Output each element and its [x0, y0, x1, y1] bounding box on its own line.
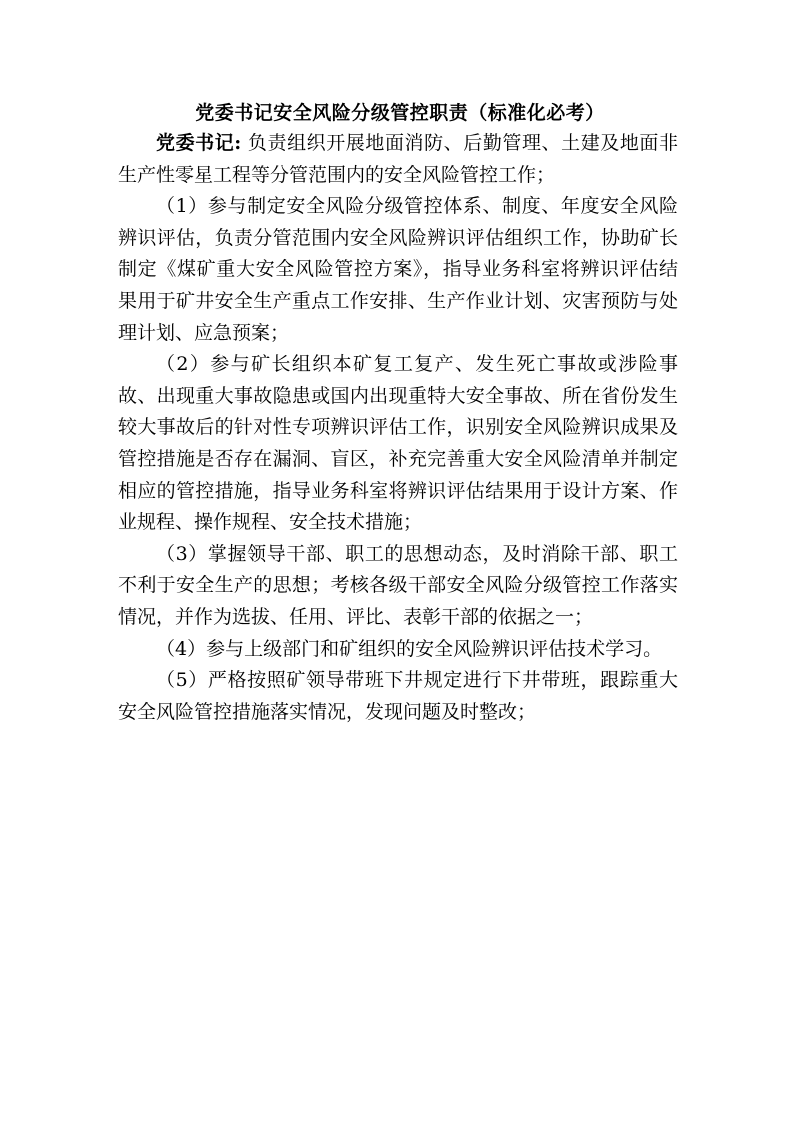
duty-item-3: （3）掌握领导干部、职工的思想动态，及时消除干部、职工不利于安全生产的思想；考核各级干部安全风险分级管控工作落实情况，并作为选拔、任用、评比、表彰干部的依据之一； — [118, 542, 678, 628]
duty-item-5: （5）严格按照矿领导带班下井规定进行下井带班，跟踪重大安全风险管控措施落实情况，发现问题及时整改； — [118, 669, 678, 723]
document-title: 党委书记安全风险分级管控职责（标准化必考） — [195, 102, 605, 124]
intro-text: 负责组织开展地面消防、后勤管理、土建及地面非生产性零星工程等分管范围内的安全风险管控工作； — [118, 132, 678, 186]
document-body — [118, 98, 678, 728]
duty-item-4: （4）参与上级部门和矿组织的安全风险辨识评估技术学习。 — [156, 637, 663, 660]
intro-paragraph — [118, 128, 678, 191]
duty-item-1: （1）参与制定安全风险分级管控体系、制度、年度安全风险辨识评估，负责分管范围内安全风险辨识评估组织工作，协助矿长制定《煤矿重大安全风险管控方案》，指导业务科室将辨识评估结果用于矿井安全生产重点工作安排、生产作业计划、灾害预防与处理计划、应急预案； — [118, 195, 678, 344]
role-label: 党委书记: — [156, 132, 242, 154]
duty-item-2: （2）参与矿长组织本矿复工复产、发生死亡事故或涉险事故、出现重大事故隐患或国内出现重特大安全事故、所在省份发生较大事故后的针对性专项辨识评估工作，识别安全风险辨识成果及管控措施是否存在漏洞、盲区，补充完善重大安全风险清单并制定相应的管控措施，指导业务科室将辨识评估结果用于设计方案、作业规程、操作规程、安全技术措施； — [118, 353, 678, 534]
